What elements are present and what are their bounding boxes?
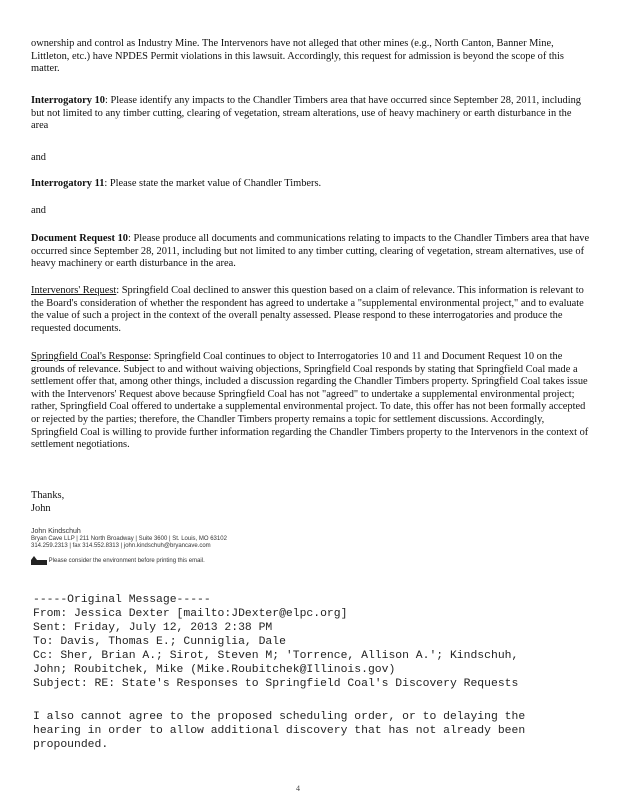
email-signature: [31, 528, 591, 565]
original-message-header: -----Original Message-----: [33, 594, 211, 606]
paragraph-scope: ownership and control as Industry Mine. The Intervenors have not alleged that other mines (e.g., North Canton, Banner Mine, Littleton, etc.) have NPDES Permit violations in this lawsuit. Accordingly, this request for admission is beyond the scope of this matter.: [31, 38, 564, 75]
original-to: To: Davis, Thomas E.; Cunniglia, Dale: [33, 636, 286, 648]
interrogatory-10-label: Interrogatory 10: [31, 95, 105, 106]
original-body-line-1: I also cannot agree to the proposed scheduling order, or to delaying the: [33, 711, 526, 723]
and-separator-2: and: [31, 205, 47, 216]
signature-contact: 314.259.2313 | fax 314.552.8313 | john.kindschuh@bryancave.com: [31, 543, 211, 549]
original-sent: Sent: Friday, July 12, 2013 2:38 PM: [33, 622, 273, 634]
original-cc-line-1: Cc: Sher, Brian A.; Sirot, Steven M; 'Torrence, Allison A.'; Kindschuh,: [33, 650, 519, 662]
document-request-10-label: Document Request 10: [31, 233, 128, 244]
original-body-line-3: propounded.: [33, 739, 109, 751]
eco-note: Please consider the environment before printing this email.: [31, 556, 591, 566]
original-subject: Subject: RE: State's Responses to Springfield Coal's Discovery Requests: [33, 678, 519, 690]
original-body-line-2: hearing in order to allow additional discovery that has not already been: [33, 725, 526, 737]
interrogatory-11: Interrogatory 11: Please state the market value of Chandler Timbers.: [31, 178, 322, 189]
interrogatory-11-label: Interrogatory 11: [31, 178, 105, 189]
and-separator-1: and: [31, 152, 47, 163]
document-request-10: Document Request 10: Please produce all documents and communications relating to impacts to the Chandler Timbers area that have occurred since September 28, 2011, including but not limited to any timber cutting, clearing of vegetation, stream alternatives, use of heavy machinery or earth disturbance in the area.: [31, 233, 590, 270]
springfield-response-label: Springfield Coal's Response: [31, 351, 149, 362]
original-cc-line-2: John; Roubitchek, Mike (Mike.Roubitchek@Illinois.gov): [33, 664, 396, 676]
signature-name: John Kindschuh: [31, 528, 81, 535]
intervenors-request-label: Intervenors' Request: [31, 285, 117, 296]
springfield-response: Springfield Coal's Response: Springfield Coal continues to object to Interrogatories 10 and 11 and Document Request 10 on the grounds of relevance. Subject to and without waiving objections, Springfield Coal responds by stating that Springfield Coal made a settlement offer that, among other things, included a discussion regarding the Chandler Timbers property. Springfield Coal takes issue with the Intervenors' Request above because Springfield Coal has not "agreed" to undertake a supplemental environmental project; rather, Springfield Coal offered to undertake a supplemental environmental project. To date, this offer has not been formally accepted or rejected by the parties; therefore, the Chandler Timbers property remains a topic for settlement discussions. Accordingly, Springfield Coal is willing to provide further information regarding the Chandler Timbers property to the Intervenors in the context of settlement negotiations.: [31, 351, 589, 451]
tree-envelope-icon: [31, 556, 47, 565]
page-number: 4: [296, 784, 300, 793]
closing-name: John: [31, 503, 51, 514]
intervenors-request: Intervenors' Request: Springfield Coal declined to answer this question based on a claim of relevance. This information is relevant to the Board's consideration of whether the respondent has agreed to undertake a "supplemental environmental project," and to evaluate the value of such a project in the context of the overall penalty assessed. Please respond to these interrogatories and produce the requested documents.: [31, 285, 584, 334]
interrogatory-10: Interrogatory 10: Please identify any impacts to the Chandler Timbers area that have occurred since September 28, 2011, including but not limited to any timber cutting, clearing of vegetation, stream alterations, use of heavy machinery or earth disturbance in the area: [31, 95, 581, 132]
closing-thanks: Thanks,: [31, 490, 65, 501]
signature-address: Bryan Cave LLP | 211 North Broadway | Suite 3600 | St. Louis, MO 63102: [31, 535, 227, 542]
original-from: From: Jessica Dexter [mailto:JDexter@elpc.org]: [33, 608, 348, 620]
